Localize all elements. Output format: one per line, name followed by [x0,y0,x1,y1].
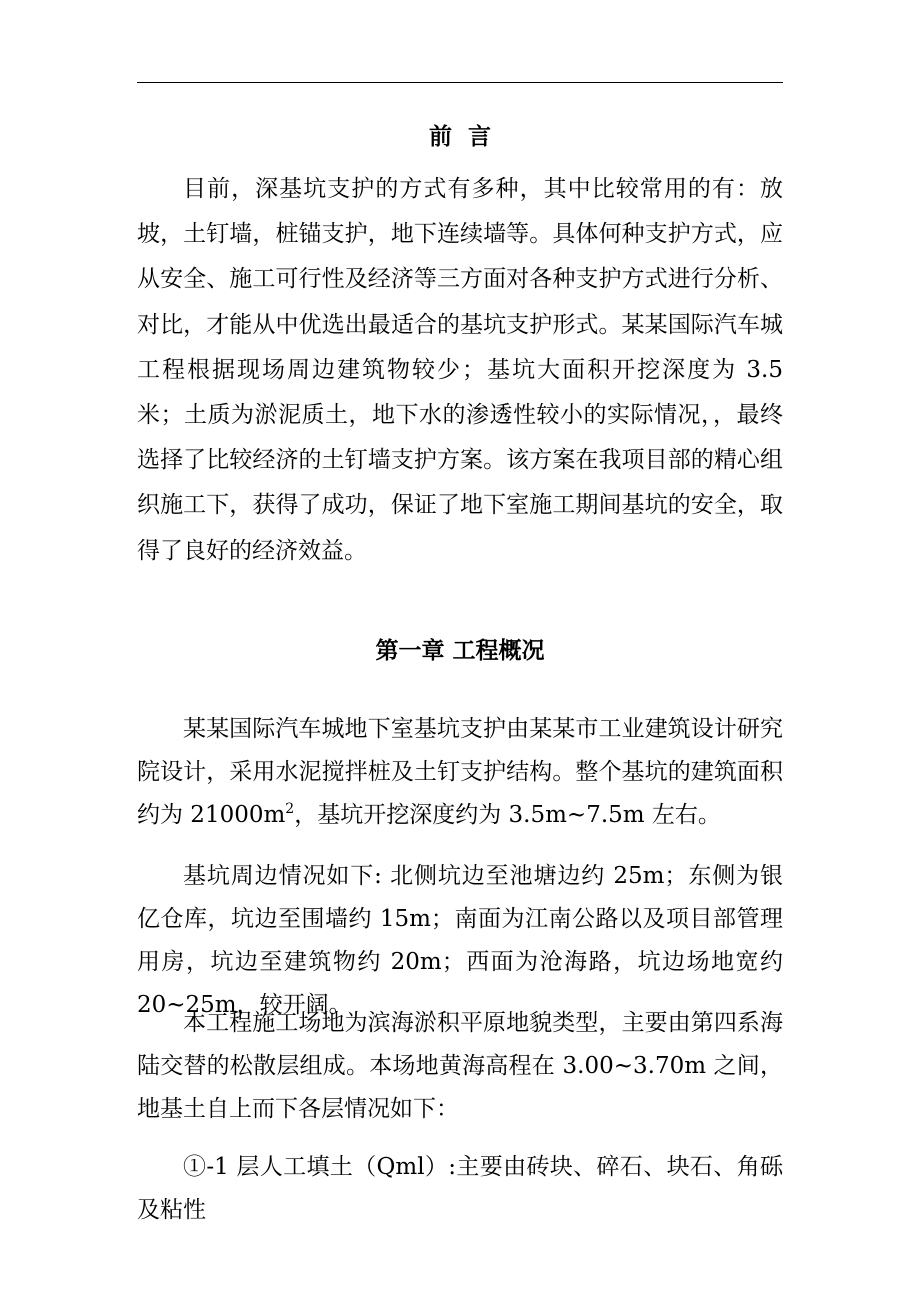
geology-paragraph: 本工程施工场地为滨海淤积平原地貌类型，主要由第四系海陆交替的松散层组成。本场地黄海高程在 3.00~3.70m 之间，地基土自上而下各层情况如下： [137,1010,783,1122]
preface-title: 前言 [429,124,507,150]
project-overview-paragraph [137,708,783,837]
overview-text-continued: ，基坑开挖深度约为 3.5m~7.5m 左右。 [294,802,721,828]
surroundings-paragraph: 基坑周边情况如下: 北侧坑边至池塘边约 25m；东侧为银亿仓库，坑边至围墙约 15m；南面为江南公路以及项目部管理用房，坑边至建筑物约 20m；西面为沧海路，坑边场地宽约 20~25m，较开阔。 [137,863,783,1018]
area-unit-superscript: 2 [285,801,295,817]
preface-paragraph: 目前，深基坑支护的方式有多种，其中比较常用的有：放坡，土钉墙，桩锚支护，地下连续墙等。具体何种支护方式，应从安全、施工可行性及经济等三方面对各种支护方式进行分析、对比，才能从中优选出最适合的基坑支护形式。某某国际汽车城工程根据现场周边建筑物较少；基坑大面积开挖深度为 3.5 米；土质为淤泥质土，地下水的渗透性较小的实际情况，，最终选择了比较经济的土钉墙支护方案。该方案在我项目部的精心组织施工下，获得了成功，保证了地下室施工期间基坑的安全，取得了良好的经济效益。 [137,176,783,564]
overview-text: 某某国际汽车城地下室基坑支护由某某市工业建筑设计研究院设计，采用水泥搅拌桩及土钉支护结构。整个基坑的建筑面积约为 21000m [137,716,783,828]
chapter-title: 第一章 工程概况 [375,638,545,664]
header-rule [137,82,783,83]
soil-layer-paragraph: ①-1 层人工填土（Qml）:主要由砖块、碎石、块石、角砾及粘性 [137,1154,783,1223]
